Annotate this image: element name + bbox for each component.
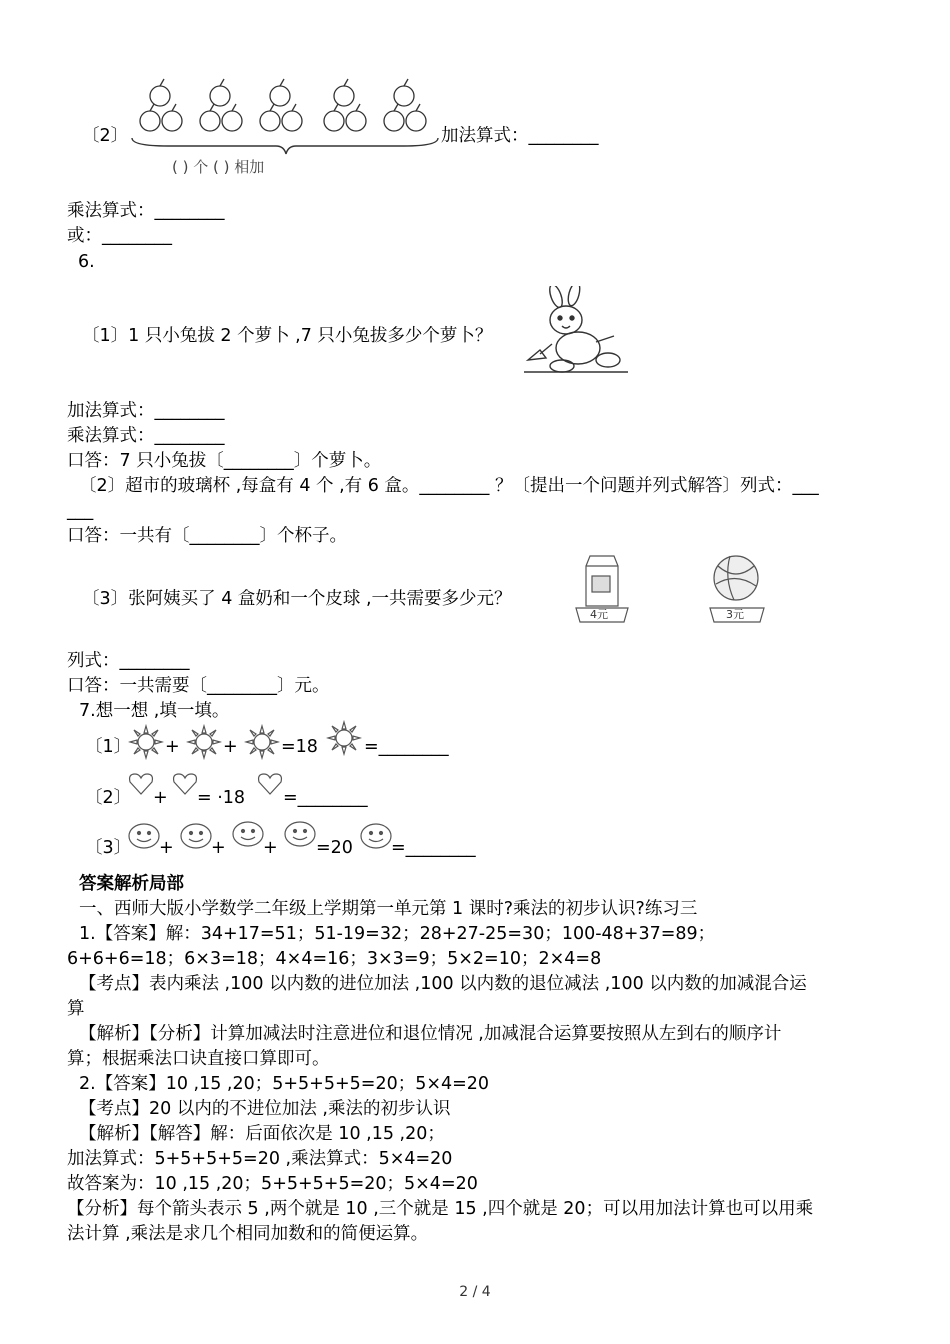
heart-icon	[128, 772, 154, 796]
q5-2-label: 〔2〕	[82, 126, 129, 146]
answer-line: 1.【答案】解：34+17=51；51-19=32；28+27-25=30；100-48+37=89；	[79, 924, 716, 944]
q7-3-plus: +	[263, 838, 278, 858]
q7-3-answer: =________	[391, 838, 476, 858]
apples-figure	[128, 76, 440, 182]
answer-line: 加法算式：5+5+5+5=20 ,乘法算式：5×4=20	[67, 1149, 453, 1169]
q7-1-eq: =18	[281, 737, 318, 757]
answer-line: 【考点】20 以内的不进位加法 ,乘法的初步认识	[79, 1099, 451, 1119]
apple-icon-group	[132, 79, 438, 154]
q7-title: 7.想一想 ,填一填。	[79, 701, 230, 721]
smiley-icon	[180, 822, 212, 850]
sun-icon	[244, 724, 280, 760]
q5-2-or-formula: 或：________	[67, 226, 172, 246]
rabbit-image	[522, 286, 630, 376]
q5-2-add-formula: 加法算式：________	[441, 126, 599, 146]
q7-2-answer: =________	[283, 788, 368, 808]
q6-1-answer: 口答：7 只小兔拔〔________〕个萝卜。	[67, 451, 382, 471]
smiley-icon	[232, 820, 264, 848]
q7-1-plus: +	[165, 737, 180, 757]
q6-2-question-cont: ___	[67, 501, 94, 521]
milk-box-image	[572, 552, 632, 624]
ball-price: 3元	[726, 608, 744, 621]
q7-3-plus: +	[211, 838, 226, 858]
answer-line: 2.【答案】10 ,15 ,20；5+5+5+5=20；5×4=20	[79, 1074, 490, 1094]
q7-3-eq: =20	[316, 838, 353, 858]
q6-2-question: 〔2〕超市的玻璃杯 ,每盒有 4 个 ,有 6 盒。________ ？〔提出一个问题并列式解答〕列式：___	[79, 476, 819, 496]
q6-number: 6.	[78, 252, 95, 272]
q6-3-formula: 列式：________	[67, 651, 190, 671]
answer-line: 【解析】【解答】解：后面依次是 10 ,15 ,20；	[79, 1124, 445, 1144]
q5-2-mul-formula: 乘法算式：________	[67, 201, 225, 221]
answer-line: 【分析】每个箭头表示 5 ,两个就是 10 ,三个就是 15 ,四个就是 20；可以用加法计算也可以用乘	[67, 1199, 814, 1219]
heart-icon	[172, 772, 198, 796]
answer-line: 算	[67, 999, 85, 1019]
answers-heading: 答案解析局部	[79, 874, 184, 894]
sun-icon	[186, 724, 222, 760]
q6-3-question: 〔3〕张阿姨买了 4 盒奶和一个皮球 ,一共需要多少元？	[82, 589, 512, 609]
page-number: 2 / 4	[459, 1284, 491, 1300]
answer-line: 6+6+6=18；6×3=18；4×4=16；3×3=9；5×2=10；2×4=8	[67, 949, 602, 969]
q7-2-plus: +	[153, 788, 168, 808]
sun-icon	[326, 720, 362, 756]
q7-2-label: 〔2〕	[85, 788, 132, 808]
q7-3-plus: +	[159, 838, 174, 858]
q7-3-label: 〔3〕	[85, 838, 132, 858]
q6-1-mul-formula: 乘法算式：________	[67, 426, 225, 446]
q7-2-eq: = ·18	[197, 788, 246, 808]
q7-1-label: 〔1〕	[85, 737, 132, 757]
q7-1-plus: +	[223, 737, 238, 757]
brace-caption: ( ) 个 ( ) 相加	[172, 158, 265, 176]
q7-1-answer: =________	[364, 737, 449, 757]
q6-1-question: 〔1〕1 只小兔拔 2 个萝卜 ,7 只小兔拔多少个萝卜？	[82, 326, 493, 346]
smiley-icon	[360, 822, 392, 850]
heart-icon	[257, 772, 283, 796]
answer-line: 算；根据乘法口诀直接口算即可。	[67, 1049, 330, 1069]
ball-image	[704, 552, 770, 624]
q6-2-answer: 口答：一共有〔________〕个杯子。	[67, 526, 347, 546]
q6-1-add-formula: 加法算式：________	[67, 401, 225, 421]
answer-line: 故答案为：10 ,15 ,20；5+5+5+5=20；5×4=20	[67, 1174, 478, 1194]
milk-price: 4元	[590, 608, 608, 621]
answer-line: 法计算 ,乘法是求几个相同加数和的简便运算。	[67, 1224, 429, 1244]
answers-section-title: 一、西师大版小学数学二年级上学期第一单元第 1 课时?乘法的初步认识?练习三	[79, 899, 698, 919]
smiley-icon	[284, 820, 316, 848]
answer-line: 【解析】【分析】计算加减法时注意进位和退位情况 ,加减混合运算要按照从左到右的顺序计	[79, 1024, 782, 1044]
sun-icon	[128, 724, 164, 760]
smiley-icon	[128, 822, 160, 850]
answer-line: 【考点】表内乘法 ,100 以内数的进位加法 ,100 以内数的退位减法 ,100 以内数的加减混合运	[79, 974, 807, 994]
q6-3-answer: 口答：一共需要〔________〕元。	[67, 676, 330, 696]
